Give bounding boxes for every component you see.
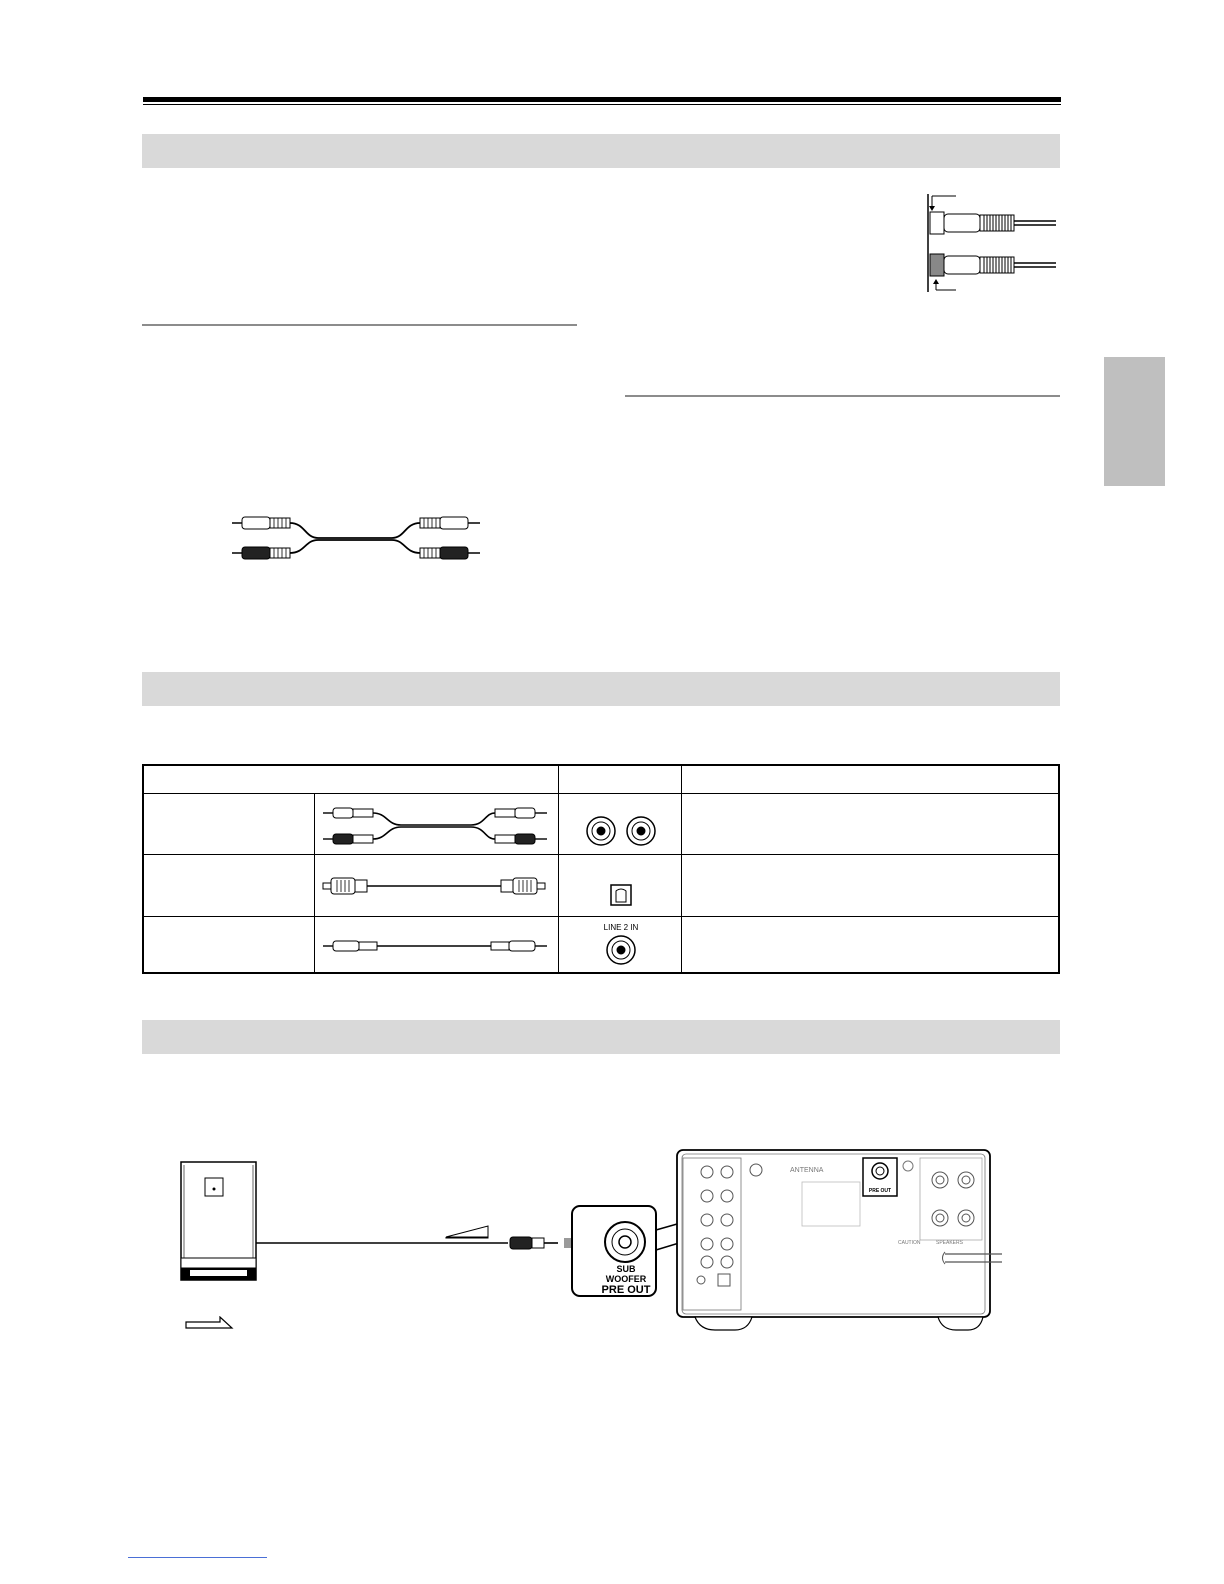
row-2-cable bbox=[314, 855, 558, 917]
sub-label: SUB bbox=[616, 1264, 636, 1274]
footer-link[interactable] bbox=[128, 1557, 267, 1558]
antenna-label: ANTENNA bbox=[790, 1167, 824, 1174]
row-3-cable bbox=[314, 917, 558, 974]
chapter-side-tab bbox=[1104, 357, 1165, 486]
line2-in-jack bbox=[559, 918, 682, 971]
speakers-label: SPEAKERS bbox=[936, 1240, 963, 1246]
subwoofer-connection-diagram bbox=[170, 1140, 1010, 1340]
mono-rca-cable-icon bbox=[315, 918, 559, 971]
row-1-jack bbox=[558, 794, 681, 855]
row-2-jack bbox=[558, 855, 681, 917]
subheading-rule-right bbox=[625, 395, 1060, 397]
row-1-description bbox=[681, 794, 1059, 855]
row-3-description bbox=[681, 917, 1059, 974]
caution-label: CAUTION bbox=[898, 1240, 921, 1246]
panel-pre-out-label: PRE OUT bbox=[868, 1188, 892, 1194]
table-header-row bbox=[143, 765, 1059, 794]
section-bar-2 bbox=[142, 672, 1060, 706]
plug-insertion-illustration bbox=[920, 190, 1060, 295]
header-jack bbox=[558, 765, 681, 794]
connection-table bbox=[142, 764, 1060, 974]
subheading-rule-left bbox=[142, 324, 577, 326]
header-description bbox=[681, 765, 1059, 794]
line2-in-label: LINE 2 IN bbox=[603, 923, 638, 932]
signal-direction-arrow-icon bbox=[446, 1226, 488, 1237]
table-row bbox=[143, 794, 1059, 855]
table-row bbox=[143, 855, 1059, 917]
row-2-name bbox=[143, 855, 314, 917]
row-3-jack bbox=[558, 917, 681, 974]
section-bar-1 bbox=[142, 134, 1060, 168]
row-1-name bbox=[143, 794, 314, 855]
row-3-name bbox=[143, 917, 314, 974]
rca-cable-illustration bbox=[230, 510, 485, 565]
sub-woofer-pre-out-callout bbox=[572, 1206, 656, 1296]
subwoofer-illustration bbox=[181, 1162, 256, 1280]
row-2-description bbox=[681, 855, 1059, 917]
rca-plug-icon bbox=[510, 1237, 558, 1249]
header-cable bbox=[143, 765, 558, 794]
woofer-label: WOOFER bbox=[605, 1274, 647, 1284]
signal-flow-legend-arrow-icon bbox=[184, 1316, 236, 1332]
pre-out-label: PRE OUT bbox=[601, 1284, 651, 1296]
section-bar-3 bbox=[142, 1020, 1060, 1054]
optical-jack-icon bbox=[559, 856, 682, 915]
receiver-rear-panel bbox=[677, 1150, 1002, 1330]
analog-jack-pair-icon bbox=[559, 795, 682, 853]
header-rule-thick bbox=[143, 97, 1061, 102]
header-rule-thin bbox=[143, 104, 1061, 105]
analog-rca-cable-icon bbox=[315, 795, 559, 853]
table-row bbox=[143, 917, 1059, 974]
optical-cable-icon bbox=[315, 856, 559, 915]
row-1-cable bbox=[314, 794, 558, 855]
